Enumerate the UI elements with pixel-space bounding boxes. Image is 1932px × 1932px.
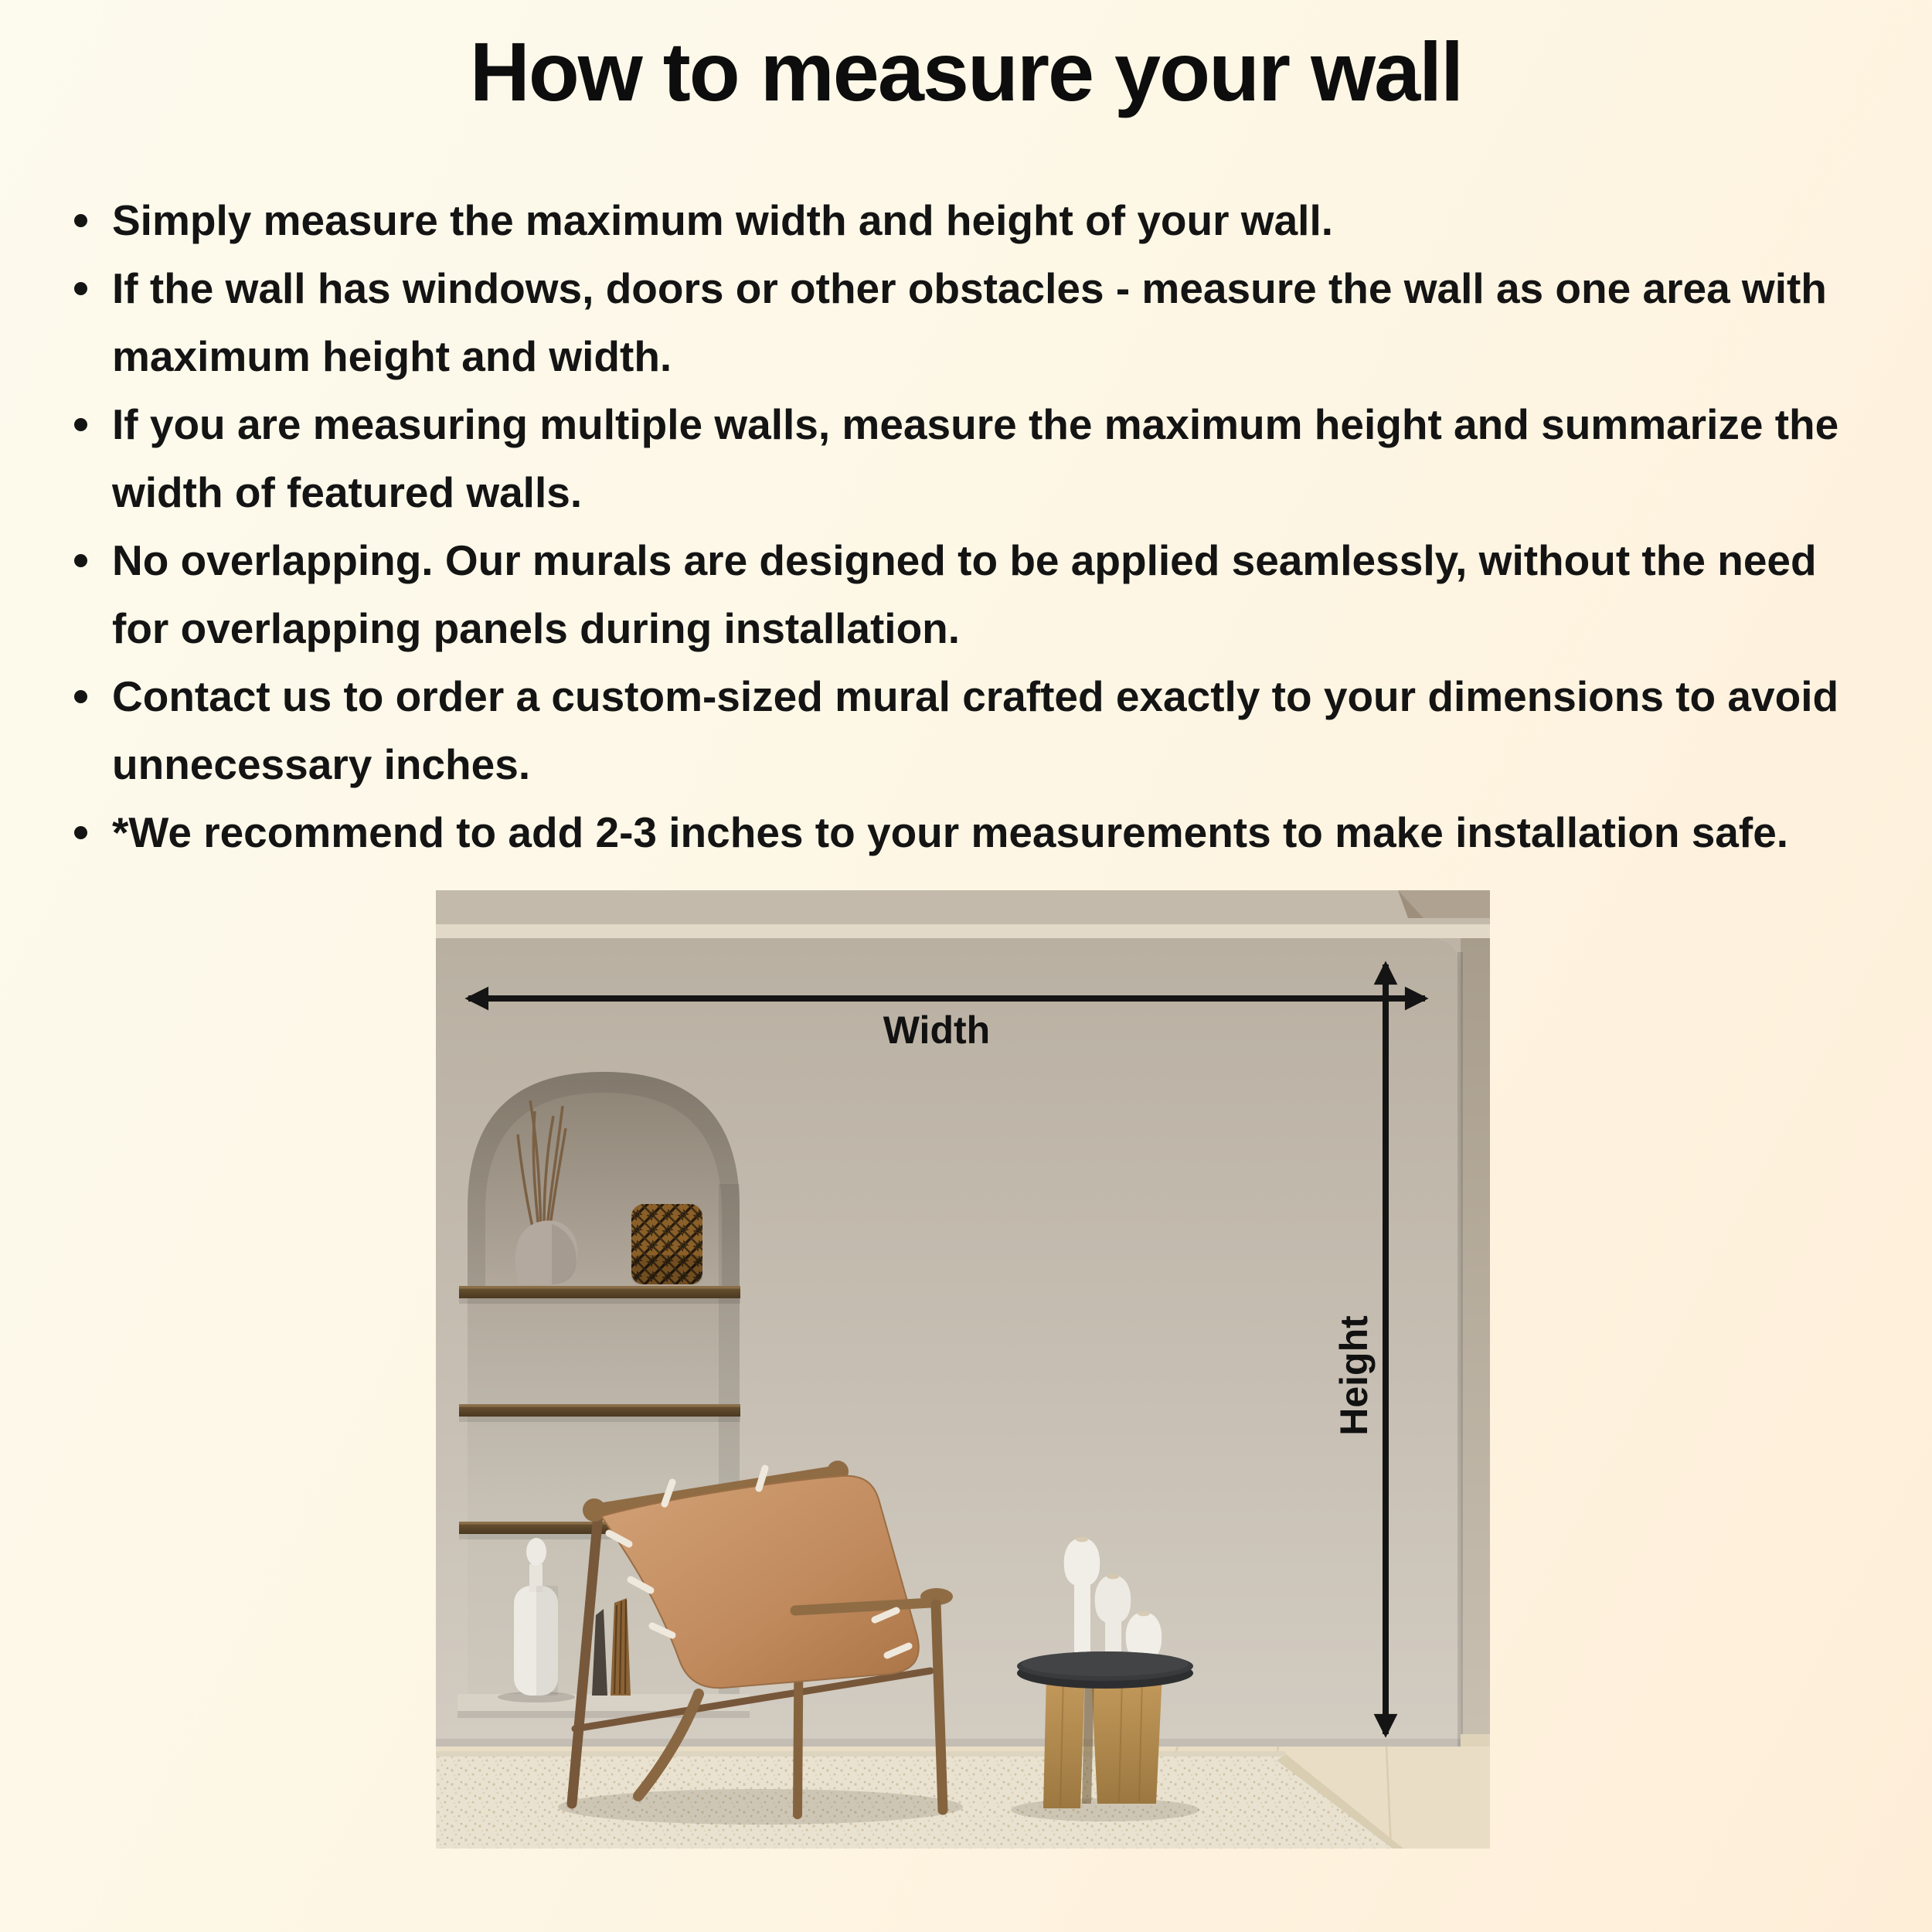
list-item — [74, 526, 1858, 662]
bullet-icon — [74, 418, 87, 431]
instructions-list — [0, 186, 1932, 866]
bullet-icon — [74, 554, 87, 567]
bullet-icon — [74, 690, 87, 703]
list-item-text: No overlapping. Our murals are designed to be applied seamlessly, without the need for overlapping panels during installation. — [112, 536, 1817, 652]
bullet-icon — [74, 214, 87, 227]
wall-corner — [1461, 938, 1490, 1748]
list-item — [74, 798, 1858, 866]
list-item — [74, 186, 1858, 254]
width-label: Width — [883, 1009, 991, 1052]
bullet-icon — [74, 282, 87, 295]
shelf — [459, 1404, 740, 1422]
list-item-text: *We recommend to add 2-3 inches to your measurements to make installation safe. — [112, 808, 1789, 856]
list-item-text: Contact us to order a custom-sized mural crafted exactly to your dimensions to avoid unnecessary inches. — [112, 672, 1839, 788]
bullet-icon — [74, 826, 87, 839]
list-item — [74, 390, 1858, 526]
woven-basket — [631, 1204, 702, 1284]
shelf — [459, 1286, 740, 1304]
list-item — [74, 254, 1858, 390]
height-label: Height — [1332, 1315, 1376, 1436]
list-item-text: If you are measuring multiple walls, measure the maximum height and summarize the width of featured walls. — [112, 400, 1839, 516]
list-item-text: If the wall has windows, doors or other obstacles - measure the wall as one area with maximum height and width. — [112, 264, 1827, 380]
list-item-text: Simply measure the maximum width and height of your wall. — [112, 196, 1334, 244]
page-title: How to measure your wall — [469, 25, 1463, 118]
wall-photo — [436, 890, 1490, 1849]
list-item — [74, 662, 1858, 798]
